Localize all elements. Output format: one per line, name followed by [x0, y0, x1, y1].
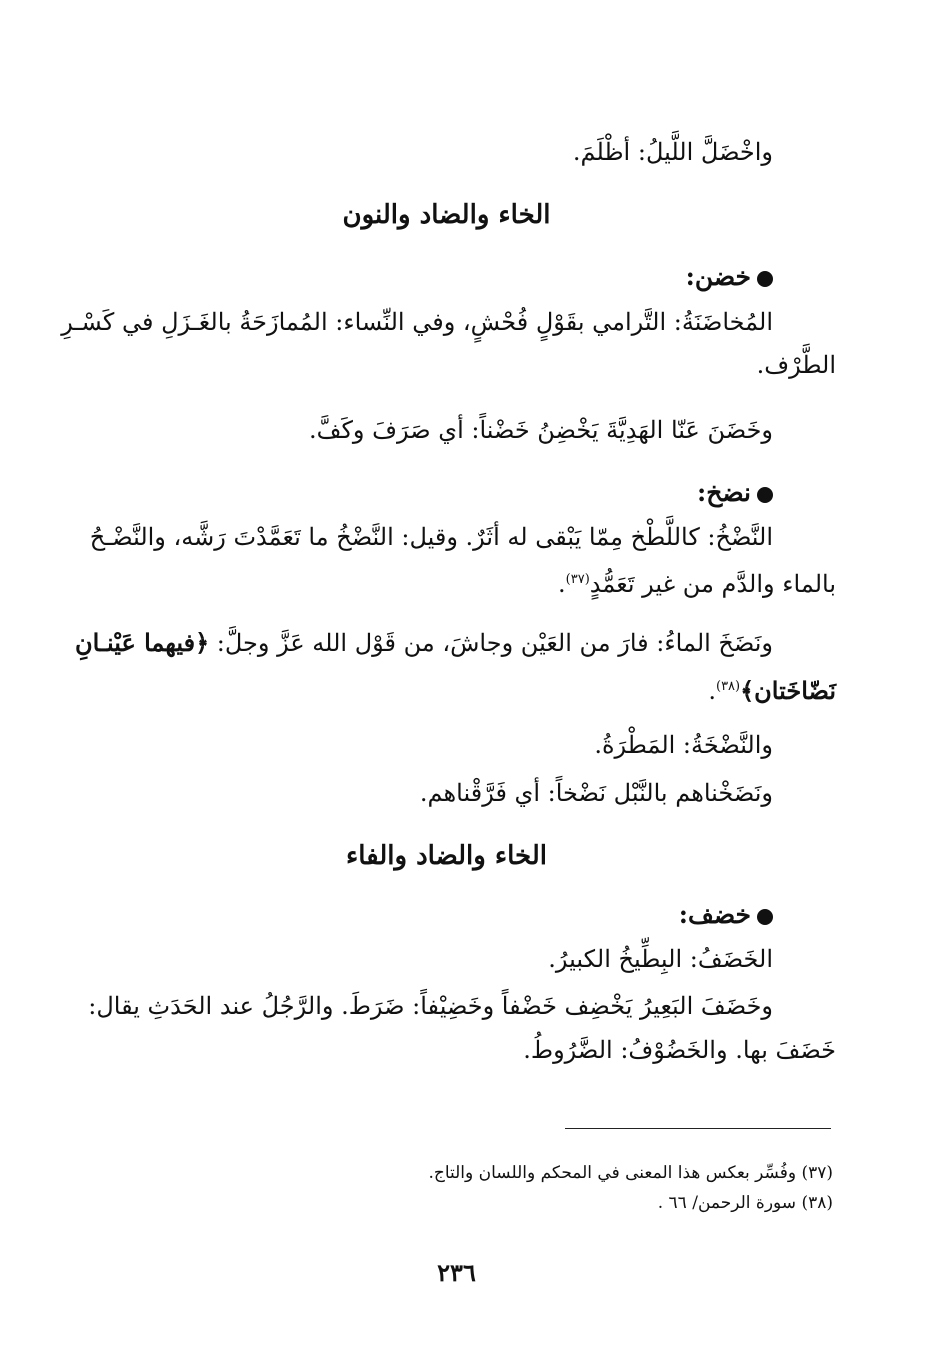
entry-heading-label: خضن: [685, 262, 751, 291]
entry-heading-label: نضخ: [696, 478, 751, 507]
text-line: النَّضْخُ: كاللَّطْخ مِمّا يَبْقى له أثَرٌ. وقيل: النَّضْخُ ما تَعَمَّدْتَ رَشَّه، والنَّضْـحُ [89, 523, 773, 551]
text-span: بالماء والدَّم من غير تَعَمُّدٍ [589, 570, 836, 598]
text-line: خَضَفَ بها. والخَضُوْفُ: الضَّرُوطُ. [523, 1036, 836, 1064]
footnote-ref: (٣٨) [715, 679, 741, 694]
entry-heading-nadkh [697, 476, 773, 510]
text-line: والنَّضْخَةُ: المَطْرَةُ. [594, 731, 773, 759]
entry-heading-khadn [686, 260, 773, 294]
entry-heading-label: خضف: [678, 900, 751, 929]
footnote-separator [565, 1128, 831, 1129]
quran-quote: نَضّاخَتان﴾ [740, 676, 836, 705]
text-line: الخَضَفُ: البِطِّيخُ الكبيرُ. [548, 945, 773, 973]
text-span: ونَضَخَ الماءُ: فارَ من العَيْن وجاشَ، من قَوْل الله عَزَّ وجلَّ: [209, 629, 773, 657]
footnote-37: (٣٧) وفُسِّر بعكس هذا المعنى في المحكم واللسان والتاج. [428, 1163, 833, 1183]
text-span: . [708, 677, 716, 705]
text-line [558, 563, 836, 601]
page-number: ٢٣٦ [437, 1258, 476, 1287]
footnote-ref: (٣٧) [565, 572, 590, 587]
text-line [708, 670, 836, 708]
text-line: ونَضَخْناهم بالنَّبْل نَضْخاً: أي فَرَّقْناهم. [419, 779, 773, 807]
text-line: وخَضَنَ عَنّا الهَدِيَّةَ يَخْضِنُ خَضْناً: أي صَرَفَ وكَفَّ. [309, 416, 773, 444]
text-line: المُخاضَنَةُ: التَّرامي بقَوْلٍ فُحْشٍ، وفي النِّساء: المُمازَحَةُ بالغَـزَلِ في كَسْـرِ [61, 308, 773, 336]
text-line: الطَّرْف. [756, 351, 836, 379]
bullet-icon [757, 487, 773, 503]
text-line: واخْضَلَّ اللَّيلُ: أظْلَمَ. [572, 138, 773, 166]
footnote-38: (٣٨) سورة الرحمن/ ٦٦ . [657, 1193, 833, 1213]
entry-heading-khadf [679, 898, 773, 932]
section-heading: الخاء والضاد والنون [342, 200, 551, 230]
bullet-icon [757, 271, 773, 287]
section-heading: الخاء والضاد والفاء [346, 841, 547, 871]
text-span: . [558, 570, 566, 598]
quran-quote: ﴿فيهما عَيْنـانِ [74, 628, 210, 657]
text-line: وخَضَفَ البَعِيرُ يَخْضِف خَضْفاً وخَضِيْفاً: ضَرَطَ. والرَّجُلُ عند الحَدَثِ يقال: [88, 992, 773, 1020]
text-line [75, 626, 773, 660]
bullet-icon [757, 909, 773, 925]
